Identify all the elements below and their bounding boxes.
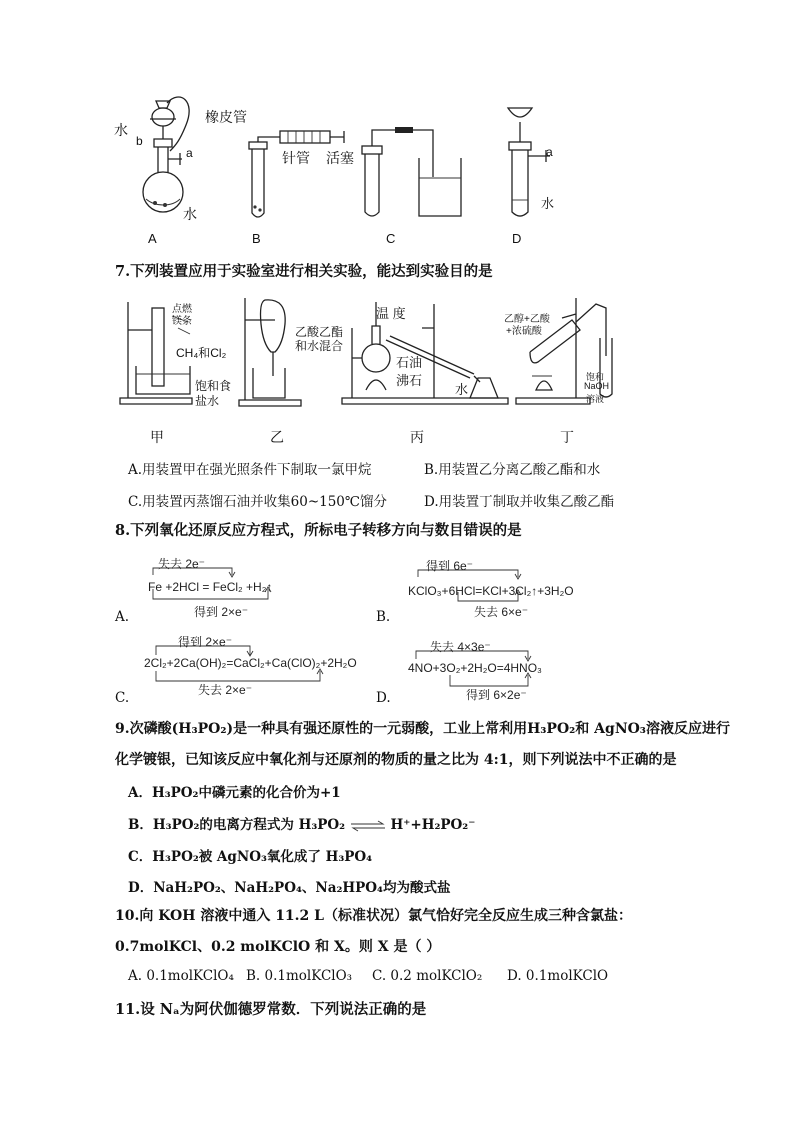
equilibrium-arrow-icon <box>350 820 386 832</box>
q8c-letter: C. <box>115 690 130 706</box>
q9-option-c: C．H₃PO₂被 AgNO₃氧化成了 H₃PO₄ <box>128 849 373 865</box>
label-brine-2: 盐水 <box>195 394 220 408</box>
caption-b: B <box>252 231 261 246</box>
q7-stem: 7.下列装置应用于实验室进行相关实验，能达到实验目的是 <box>115 263 493 280</box>
q8b-top-label: 得到 6e⁻ <box>426 559 474 573</box>
q10-option-c: C. 0.2 molKClO₂ <box>372 968 483 984</box>
q10-option-d: D. 0.1molKClO <box>507 968 609 984</box>
caption-bing: 丙 <box>410 429 424 445</box>
q9-option-d: D．NaH₂PO₂、NaH₂PO₄、Na₂HPO₄均为酸式盐 <box>128 880 451 896</box>
q10-option-b: B. 0.1molKClO₃ <box>246 968 353 984</box>
label-naoh-1: 饱和 <box>586 372 605 382</box>
q10-option-a: A. 0.1molKClO₄ <box>128 968 234 984</box>
q8d-letter: D. <box>376 690 391 706</box>
label-water-a: 水 <box>114 122 128 138</box>
label-mix-2: 和水混合 <box>295 339 344 353</box>
label-stones: 沸石 <box>396 373 423 388</box>
caption-yi: 乙 <box>270 429 284 445</box>
q9-option-b-suffix: H⁺+H₂PO₂⁻ <box>390 817 476 833</box>
apparatus-b-syringe <box>240 125 350 225</box>
q7-option-a: A.用装置甲在强光照条件下制取一氯甲烷 <box>128 462 372 478</box>
label-ignite: 点燃 <box>172 304 192 315</box>
label-piston: 活塞 <box>326 150 354 166</box>
q8c-equation: 2Cl₂+2Ca(OH)₂=CaCl₂+Ca(ClO)₂+2H₂O <box>144 656 357 670</box>
q8b-bottom-label: 失去 6×e⁻ <box>474 605 529 619</box>
label-syringe: 针管 <box>282 150 310 166</box>
apparatus-c-beaker <box>355 122 475 222</box>
label-mg-strip: 镁条 <box>172 316 192 327</box>
q7-option-b: B.用装置乙分离乙酸乙酯和水 <box>424 462 601 478</box>
q9-option-b-prefix: B．H₃PO₂的电离方程式为 H₃PO₂ <box>128 817 346 833</box>
apparatus-bing <box>338 298 513 408</box>
caption-c: C <box>386 231 396 246</box>
q9-stem-line-1: 9.次磷酸(H₃PO₂)是一种具有强还原性的一元弱酸，工业上常利用H₃PO₂和 AgNO₃溶液反应进行 <box>115 721 730 737</box>
q10-stem-line-1: 10.向 KOH 溶液中通入 11.2 L（标准状况）氯气恰好完全反应生成三种含氯盐： <box>115 908 633 924</box>
label-brine-1: 饱和食 <box>195 379 232 393</box>
caption-d: D <box>512 231 522 246</box>
q8d-equation: 4NO+3O₂+2H₂O=4HNO₃ <box>408 661 542 675</box>
caption-jia: 甲 <box>150 429 164 445</box>
q11-stem: 11.设 Nₐ为阿伏伽德罗常数．下列说法正确的是 <box>115 1001 427 1018</box>
q8a-equation: Fe +2HCl = FeCl₂ +H₂↑ <box>148 580 273 594</box>
q8c-top-label: 得到 2×e⁻ <box>178 635 233 649</box>
q7-option-c: C.用装置丙蒸馏石油并收集60~150℃馏分 <box>128 494 387 510</box>
label-naoh-3: 溶液 <box>586 394 605 404</box>
q8a-top-label: 失去 2e⁻ <box>158 557 206 571</box>
q8-stem: 8.下列氧化还原反应方程式，所标电子转移方向与数目错误的是 <box>115 522 522 539</box>
label-oil: 石油 <box>396 355 423 370</box>
q9-option-a: A．H₃PO₂中磷元素的化合价为+1 <box>128 785 341 801</box>
label-rubber-tube: 橡皮管 <box>205 109 247 125</box>
q9-option-b <box>128 813 475 833</box>
caption-ding: 丁 <box>560 429 574 445</box>
q8a-letter: A. <box>115 609 130 625</box>
label-a: a <box>186 146 193 160</box>
q9-stem-line-2: 化学镀银，已知该反应中氧化剂与还原剂的物质的量之比为 4:1，则下列说法中不正确的是 <box>115 752 677 768</box>
q8a-bottom-label: 得到 2×e⁻ <box>194 605 249 619</box>
q8d-top-label: 失去 4×3e⁻ <box>430 640 491 654</box>
label-b: b <box>136 134 143 148</box>
label-reagents-2: +浓硫酸 <box>506 326 542 337</box>
label-d-a: a <box>546 145 553 159</box>
q8b-letter: B. <box>376 609 391 625</box>
label-water-bing: 水 <box>455 382 469 397</box>
apparatus-d-funnel <box>500 100 570 225</box>
caption-a: A <box>148 231 157 246</box>
q7-option-d: D.用装置丁制取并收集乙酸乙酯 <box>424 494 615 510</box>
q8b-equation: KClO₃+6HCl=KCl+3Cl₂↑+3H₂O <box>408 584 574 598</box>
label-thermometer: 温 度 <box>376 306 406 321</box>
label-ch4-cl2: CH₄和Cl₂ <box>176 346 227 360</box>
label-reagents-1: 乙醇+乙酸 <box>504 314 550 325</box>
label-water-a-bottom: 水 <box>183 206 197 222</box>
label-mix-1: 乙酸乙酯 <box>295 325 344 339</box>
q10-stem-line-2: 0.7molKCl、0.2 molKClO 和 X。则 X 是（ ） <box>115 939 441 955</box>
label-naoh-2: NaOH <box>584 381 610 391</box>
q8d-bottom-label: 得到 6×2e⁻ <box>466 688 527 702</box>
label-water-d: 水 <box>541 196 555 211</box>
q8c-bottom-label: 失去 2×e⁻ <box>198 683 253 697</box>
